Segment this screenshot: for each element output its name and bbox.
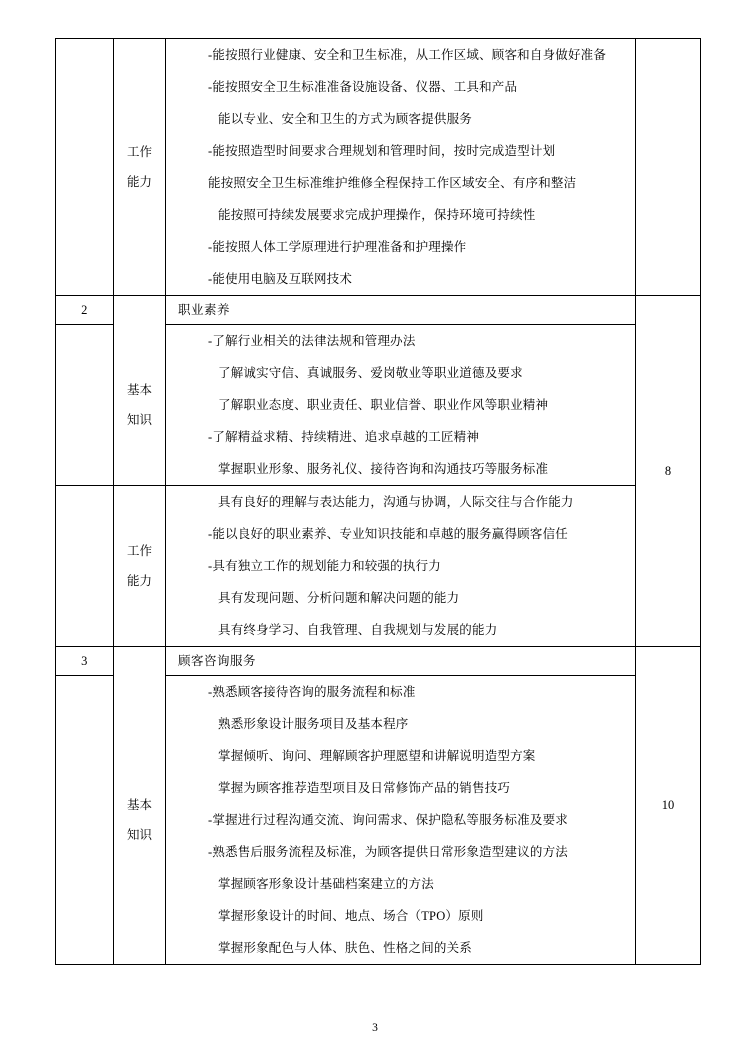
section-category xyxy=(114,676,166,965)
section-title: 顾客咨询服务 xyxy=(178,654,257,668)
list-item: 掌握职业形象、服务礼仪、接待咨询和沟通技巧等服务标准 xyxy=(218,462,549,476)
list-item: 掌握形象配色与人体、肤色、性格之间的关系 xyxy=(218,941,473,955)
section-category xyxy=(114,325,166,486)
item-list xyxy=(166,676,635,964)
table-row xyxy=(56,647,701,676)
item-list xyxy=(166,39,635,295)
competency-table xyxy=(55,38,701,965)
list-item: -能按照行业健康、安全和卫生标准，从工作区域、顾客和自身做好准备 xyxy=(208,48,607,62)
table-row xyxy=(56,676,701,965)
section-number: 2 xyxy=(56,296,114,325)
category-line: 工作 xyxy=(126,145,152,159)
list-item: -具有独立工作的规划能力和较强的执行力 xyxy=(208,559,441,573)
category-line: 能力 xyxy=(126,175,152,189)
category-line: 能力 xyxy=(126,574,152,588)
section-score xyxy=(636,39,701,296)
item-list xyxy=(166,486,635,646)
section-items xyxy=(166,676,636,965)
list-item: 能按照可持续发展要求完成护理操作，保持环境可持续性 xyxy=(218,208,536,222)
list-item: -能使用电脑及互联网技术 xyxy=(208,272,353,286)
section-title-cell xyxy=(166,647,636,676)
table-row xyxy=(56,296,701,325)
section-number: 3 xyxy=(56,647,114,676)
list-item: -掌握进行过程沟通交流、询问需求、保护隐私等服务标准及要求 xyxy=(208,813,568,827)
section-title: 职业素养 xyxy=(178,303,231,317)
section-category xyxy=(114,39,166,296)
item-list xyxy=(166,325,635,485)
list-item: 了解诚实守信、真诚服务、爱岗敬业等职业道德及要求 xyxy=(218,366,523,380)
list-item: 了解职业态度、职业责任、职业信誉、职业作风等职业精神 xyxy=(218,398,549,412)
section-score: 8 xyxy=(636,296,701,647)
list-item: -能按照造型时间要求合理规划和管理时间，按时完成造型计划 xyxy=(208,144,556,158)
section-category xyxy=(114,486,166,647)
section-category-spacer xyxy=(114,647,166,676)
list-item: 掌握为顾客推荐造型项目及日常修饰产品的销售技巧 xyxy=(218,781,511,795)
table-row xyxy=(56,325,701,486)
category-line: 知识 xyxy=(126,412,152,427)
list-item: -能按照人体工学原理进行护理准备和护理操作 xyxy=(208,240,467,254)
list-item: 掌握形象设计的时间、地点、场合（TPO）原则 xyxy=(218,909,484,923)
list-item: 掌握倾听、询问、理解顾客护理愿望和讲解说明造型方案 xyxy=(218,749,536,763)
list-item: -熟悉顾客接待咨询的服务流程和标准 xyxy=(208,685,416,699)
list-item: -了解行业相关的法律法规和管理办法 xyxy=(208,334,416,348)
list-item: 具有发现问题、分析问题和解决问题的能力 xyxy=(218,591,460,605)
section-items xyxy=(166,39,636,296)
category-line: 知识 xyxy=(126,827,152,842)
list-item: 能按照安全卫生标准维护维修全程保持工作区域安全、有序和整洁 xyxy=(208,176,577,190)
list-item: 能以专业、安全和卫生的方式为顾客提供服务 xyxy=(218,112,473,126)
section-number xyxy=(56,486,114,647)
section-category-spacer xyxy=(114,296,166,325)
section-number-blank xyxy=(56,676,114,965)
section-title-cell xyxy=(166,296,636,325)
list-item: 具有良好的理解与表达能力，沟通与协调，人际交往与合作能力 xyxy=(218,495,574,509)
section-items xyxy=(166,486,636,647)
section-number-blank xyxy=(56,325,114,486)
list-item: -能以良好的职业素养、专业知识技能和卓越的服务赢得顾客信任 xyxy=(208,527,568,541)
list-item: 具有终身学习、自我管理、自我规划与发展的能力 xyxy=(218,623,498,637)
list-item: -能按照安全卫生标准准备设施设备、仪器、工具和产品 xyxy=(208,80,518,94)
category-line: 基本 xyxy=(126,382,152,397)
section-number xyxy=(56,39,114,296)
table-row xyxy=(56,39,701,296)
list-item: 熟悉形象设计服务项目及基本程序 xyxy=(218,717,409,731)
category-line: 工作 xyxy=(126,544,152,558)
table-row xyxy=(56,486,701,647)
category-line: 基本 xyxy=(126,797,152,812)
section-score: 10 xyxy=(636,647,701,965)
list-item: -了解精益求精、持续精进、追求卓越的工匠精神 xyxy=(208,430,480,444)
section-items xyxy=(166,325,636,486)
page-number: 3 xyxy=(372,1022,378,1034)
list-item: 掌握顾客形象设计基础档案建立的方法 xyxy=(218,877,434,891)
list-item: -熟悉售后服务流程及标准，为顾客提供日常形象造型建议的方法 xyxy=(208,845,568,859)
